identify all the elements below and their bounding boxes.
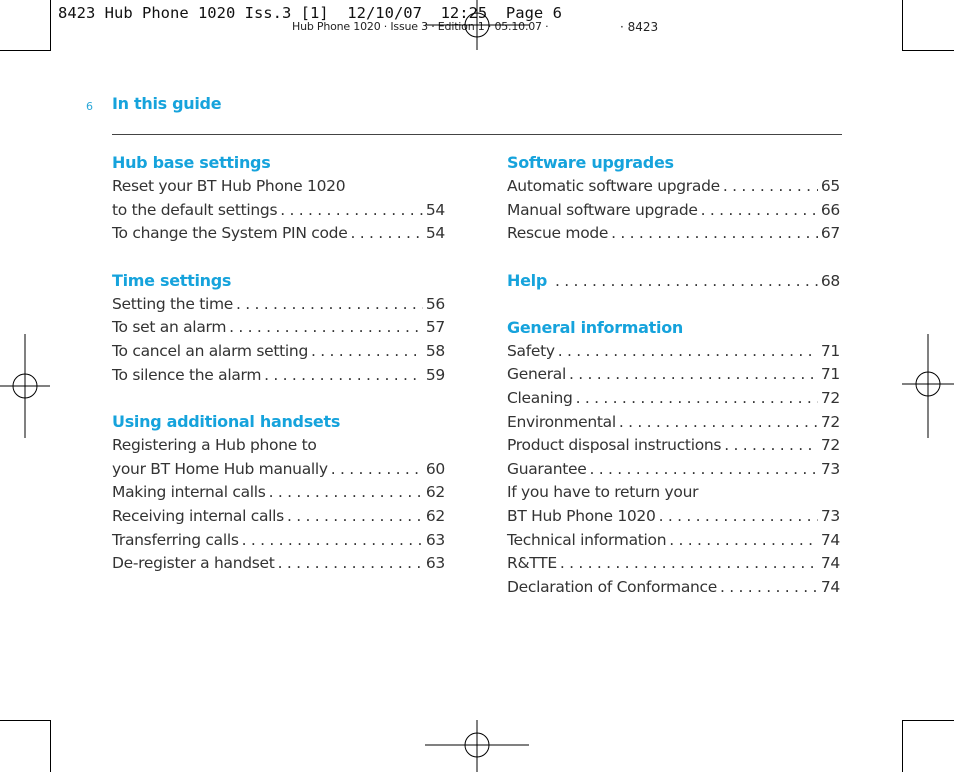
running-head: In this guide bbox=[112, 94, 222, 113]
dot-leader bbox=[311, 340, 423, 364]
entry-page: 73 bbox=[820, 459, 840, 478]
toc-entry[interactable] bbox=[507, 434, 840, 458]
crop-mark-bottom-right-h bbox=[902, 720, 954, 721]
toc-section-additional-handsets bbox=[112, 410, 445, 576]
dot-leader bbox=[569, 363, 818, 387]
dot-leader bbox=[724, 434, 818, 458]
dot-leader bbox=[287, 505, 423, 529]
toc-entry[interactable] bbox=[507, 505, 840, 529]
entry-page: 57 bbox=[425, 318, 445, 337]
dot-leader bbox=[560, 552, 818, 576]
entry-page: 63 bbox=[425, 554, 445, 573]
entry-page: 73 bbox=[820, 506, 840, 525]
entry-title: General bbox=[507, 365, 566, 384]
section-heading: General information bbox=[507, 317, 683, 337]
entry-page: 71 bbox=[820, 341, 840, 360]
toc-entry[interactable] bbox=[507, 199, 840, 223]
dot-leader bbox=[723, 175, 818, 199]
dot-leader bbox=[576, 387, 818, 411]
toc-entry-help[interactable] bbox=[507, 269, 840, 293]
entry-page: 72 bbox=[820, 412, 840, 431]
toc-section-software-upgrades bbox=[507, 151, 840, 246]
entry-page: 72 bbox=[820, 436, 840, 455]
entry-page: 54 bbox=[425, 200, 445, 219]
header-rule bbox=[112, 134, 842, 135]
dot-leader bbox=[619, 411, 818, 435]
entry-page: 62 bbox=[425, 483, 445, 502]
crop-mark-top-right-v bbox=[902, 0, 903, 50]
dot-leader bbox=[589, 458, 817, 482]
crop-mark-top-left-v bbox=[50, 0, 51, 50]
dot-leader bbox=[278, 552, 423, 576]
dot-leader bbox=[555, 269, 818, 293]
dot-leader bbox=[229, 316, 423, 340]
dot-leader bbox=[720, 576, 818, 600]
crop-mark-top-left-h bbox=[0, 50, 51, 51]
entry-title: Manual software upgrade bbox=[507, 200, 698, 219]
entry-title: If you have to return your bbox=[507, 483, 699, 502]
entry-title: Registering a Hub phone to bbox=[112, 436, 317, 455]
entry-page: 74 bbox=[820, 554, 840, 573]
entry-title: BT Hub Phone 1020 bbox=[507, 506, 656, 525]
print-slug-code: · 8423 bbox=[620, 20, 659, 34]
entry-title: Environmental bbox=[507, 412, 616, 431]
toc-entry[interactable] bbox=[112, 434, 445, 458]
toc-entry[interactable] bbox=[112, 529, 445, 553]
section-heading: Help bbox=[507, 270, 547, 290]
registration-mark-bottom-icon bbox=[425, 720, 529, 772]
registration-mark-left-icon bbox=[0, 334, 50, 438]
crop-mark-bottom-left-h bbox=[0, 720, 51, 721]
toc-section-hub-base-settings bbox=[112, 151, 445, 246]
entry-page: 58 bbox=[425, 341, 445, 360]
entry-page: 62 bbox=[425, 506, 445, 525]
crop-mark-top-right-h bbox=[902, 50, 954, 51]
toc-section-general-information bbox=[507, 316, 840, 600]
toc-entry[interactable] bbox=[507, 363, 840, 387]
entry-title: To change the System PIN code bbox=[112, 224, 348, 243]
entry-title: Automatic software upgrade bbox=[507, 177, 720, 195]
toc-section-help bbox=[507, 269, 840, 293]
toc-entry[interactable] bbox=[507, 576, 840, 600]
dot-leader bbox=[242, 529, 423, 553]
registration-mark-right-icon bbox=[902, 334, 954, 438]
toc-entry[interactable] bbox=[507, 552, 840, 576]
entry-page: 65 bbox=[820, 177, 840, 195]
toc-entry[interactable] bbox=[112, 552, 445, 576]
entry-title: To cancel an alarm setting bbox=[112, 341, 308, 360]
entry-title: Safety bbox=[507, 341, 555, 360]
entry-page: 66 bbox=[820, 200, 840, 219]
dot-leader bbox=[558, 340, 818, 364]
toc-entry[interactable] bbox=[112, 458, 445, 482]
toc-entry[interactable] bbox=[507, 387, 840, 411]
toc-entry[interactable] bbox=[112, 481, 445, 505]
section-heading: Hub base settings bbox=[112, 153, 271, 172]
dot-leader bbox=[701, 199, 818, 223]
section-heading: Time settings bbox=[112, 270, 232, 290]
dot-leader bbox=[236, 293, 423, 317]
entry-title: Making internal calls bbox=[112, 483, 266, 502]
toc-entry[interactable] bbox=[112, 175, 445, 199]
toc-entry[interactable] bbox=[112, 340, 445, 364]
print-slug: 8423 Hub Phone 1020 Iss.3 [1] 12/10/07 12:25 Page 6 bbox=[58, 4, 562, 22]
entry-page: 67 bbox=[820, 224, 840, 243]
section-heading: Software upgrades bbox=[507, 153, 674, 172]
entry-title: your BT Home Hub manually bbox=[112, 459, 328, 478]
dot-leader bbox=[280, 199, 423, 223]
entry-title: Transferring calls bbox=[112, 530, 239, 549]
entry-title: to the default settings bbox=[112, 200, 278, 219]
toc-entry[interactable] bbox=[507, 411, 840, 435]
entry-title: Guarantee bbox=[507, 459, 587, 478]
toc-entry[interactable] bbox=[507, 481, 840, 505]
dot-leader bbox=[669, 529, 818, 553]
entry-title: R&TTE bbox=[507, 554, 557, 573]
entry-page: 54 bbox=[425, 224, 445, 243]
toc-entry[interactable] bbox=[112, 293, 445, 317]
toc-entry[interactable] bbox=[112, 199, 445, 223]
entry-title: Receiving internal calls bbox=[112, 506, 284, 525]
print-slug-edition: Hub Phone 1020 · Issue 3 · Edition 1 · 05.10.07 · bbox=[292, 20, 549, 33]
entry-title: Reset your BT Hub Phone 1020 bbox=[112, 177, 346, 195]
toc-entry[interactable] bbox=[507, 222, 840, 246]
entry-title: To set an alarm bbox=[112, 318, 227, 337]
crop-mark-bottom-right-v bbox=[902, 720, 903, 772]
entry-page: 59 bbox=[425, 365, 445, 384]
crop-mark-bottom-left-v bbox=[50, 720, 51, 772]
entry-page: 74 bbox=[820, 577, 840, 596]
entry-title: Technical information bbox=[507, 530, 667, 549]
entry-page: 56 bbox=[425, 294, 445, 313]
toc-entry[interactable] bbox=[507, 175, 840, 199]
dot-leader bbox=[269, 481, 423, 505]
toc-right-column bbox=[507, 151, 840, 622]
entry-title: De-register a handset bbox=[112, 554, 275, 573]
toc-left-column bbox=[112, 151, 445, 599]
entry-title: Setting the time bbox=[112, 294, 234, 313]
dot-leader bbox=[331, 458, 423, 482]
entry-page: 72 bbox=[820, 388, 840, 407]
toc-section-time-settings bbox=[112, 269, 445, 387]
entry-page: 74 bbox=[820, 530, 840, 549]
entry-page: 63 bbox=[425, 530, 445, 549]
dot-leader bbox=[611, 222, 818, 246]
page-number: 6 bbox=[86, 100, 93, 113]
registration-mark-top-icon bbox=[425, 0, 529, 50]
toc-entry[interactable] bbox=[112, 316, 445, 340]
entry-title: To silence the alarm bbox=[112, 365, 262, 384]
entry-title: Cleaning bbox=[507, 388, 573, 407]
entry-page: 60 bbox=[425, 459, 445, 478]
dot-leader bbox=[659, 505, 818, 529]
toc-entry[interactable] bbox=[112, 364, 445, 388]
dot-leader bbox=[350, 222, 422, 246]
entry-title: Product disposal instructions bbox=[507, 436, 722, 455]
entry-page: 71 bbox=[820, 365, 840, 384]
entry-page: 68 bbox=[820, 271, 840, 290]
toc-entry[interactable] bbox=[507, 529, 840, 553]
toc-entry[interactable] bbox=[507, 340, 840, 364]
toc-entry[interactable] bbox=[507, 458, 840, 482]
toc-entry[interactable] bbox=[112, 222, 445, 246]
entry-title: Declaration of Conformance bbox=[507, 577, 718, 596]
entry-title: Rescue mode bbox=[507, 224, 609, 243]
toc-entry[interactable] bbox=[112, 505, 445, 529]
section-heading: Using additional handsets bbox=[112, 412, 341, 432]
dot-leader bbox=[264, 364, 423, 388]
